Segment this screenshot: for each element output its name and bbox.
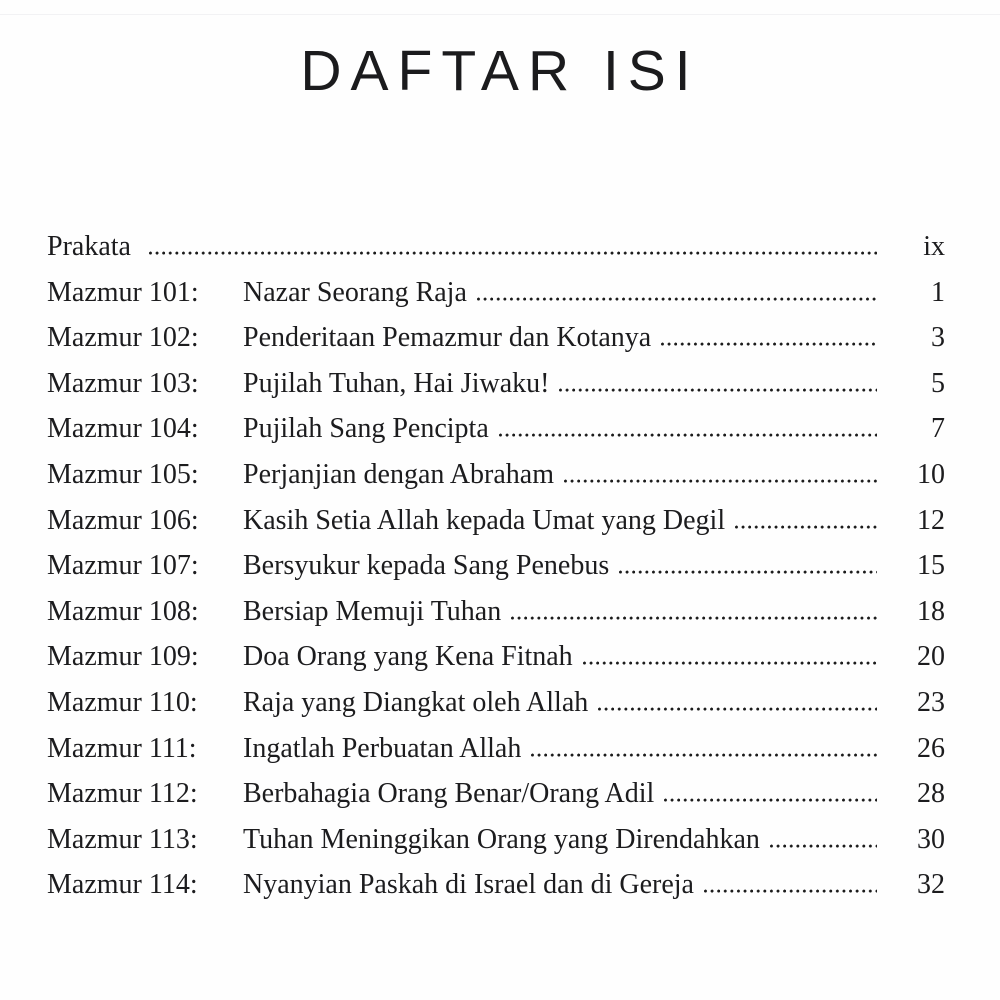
toc-entry-title: Bersyukur kepada Sang Penebus (243, 550, 610, 582)
dot-leader (598, 707, 877, 711)
toc-entry-label: Mazmur 103: (47, 367, 199, 399)
toc-entry (47, 498, 945, 544)
toc-list (0, 224, 1000, 908)
dot-leader (661, 342, 877, 346)
toc-entry-label: Prakata (47, 231, 131, 262)
toc-entry-title: Raja yang Diangkat oleh Allah (243, 686, 589, 718)
dot-leader (619, 570, 877, 574)
toc-entry-label: Mazmur 102: (47, 322, 199, 354)
dot-leader (511, 616, 877, 620)
dot-leader (477, 297, 877, 301)
toc-entry-page-number: 12 (917, 504, 945, 536)
dot-leader (770, 844, 877, 848)
dot-leader (149, 251, 877, 255)
toc-entry-page-number: ix (923, 231, 945, 262)
toc-entry (47, 361, 945, 407)
dot-leader (531, 753, 877, 757)
toc-entry-label: Mazmur 101: (47, 276, 199, 308)
toc-entry (47, 771, 945, 817)
toc-entry-title: Kasih Setia Allah kepada Umat yang Degil (243, 504, 726, 536)
toc-entry (47, 315, 945, 361)
toc-entry-title: Pujilah Tuhan, Hai Jiwaku! (243, 367, 550, 399)
toc-entry-title: Pujilah Sang Pencipta (243, 413, 489, 445)
toc-entry-label: Mazmur 109: (47, 641, 199, 673)
toc-entry-title: Perjanjian dengan Abraham (243, 458, 555, 490)
toc-entry-page-number: 1 (931, 276, 945, 308)
toc-entry-title: Ingatlah Perbuatan Allah (243, 732, 522, 764)
toc-entry-page-number: 32 (917, 869, 945, 901)
toc-entry-label: Mazmur 105: (47, 458, 199, 490)
toc-entry-page-number: 7 (931, 413, 945, 445)
toc-entry (47, 406, 945, 452)
toc-entry-title: Nazar Seorang Raja (243, 276, 467, 308)
dot-leader (735, 525, 877, 529)
toc-entry-label: Mazmur 108: (47, 595, 199, 627)
dot-leader (559, 388, 877, 392)
toc-entry-page-number: 30 (917, 823, 945, 855)
toc-entry-page-number: 23 (917, 686, 945, 718)
toc-entry-label: Mazmur 113: (47, 823, 198, 855)
toc-entry (47, 589, 945, 635)
toc-entry-title: Tuhan Meninggikan Orang yang Direndahkan (243, 823, 760, 855)
toc-entry-label: Mazmur 104: (47, 413, 199, 445)
toc-entry-page-number: 18 (917, 595, 945, 627)
toc-entry (47, 634, 945, 680)
toc-entry-page-number: 28 (917, 778, 945, 810)
toc-entry-label: Mazmur 114: (47, 869, 198, 901)
toc-entry (47, 224, 945, 270)
toc-entry-title: Doa Orang yang Kena Fitnah (243, 641, 573, 673)
toc-entry-title: Penderitaan Pemazmur dan Kotanya (243, 322, 652, 354)
toc-entry (47, 726, 945, 772)
toc-entry (47, 452, 945, 498)
toc-entry-title: Bersiap Memuji Tuhan (243, 595, 502, 627)
toc-entry-label: Mazmur 112: (47, 778, 198, 810)
dot-leader (664, 798, 877, 802)
page-title: DAFTAR ISI (300, 39, 700, 103)
toc-entry-page-number: 3 (931, 322, 945, 354)
toc-entry-label: Mazmur 111: (47, 732, 197, 764)
toc-entry (47, 862, 945, 908)
toc-entry (47, 543, 945, 589)
page-edge-line (0, 14, 1000, 15)
toc-entry (47, 817, 945, 863)
dot-leader (704, 889, 877, 893)
dot-leader (499, 433, 877, 437)
toc-entry-label: Mazmur 110: (47, 686, 198, 718)
dot-leader (564, 479, 877, 483)
toc-entry (47, 680, 945, 726)
toc-entry-title: Nyanyian Paskah di Israel dan di Gereja (243, 869, 694, 901)
toc-entry-title: Berbahagia Orang Benar/Orang Adil (243, 778, 655, 810)
toc-entry (47, 270, 945, 316)
toc-entry-page-number: 5 (931, 367, 945, 399)
toc-entry-page-number: 15 (917, 550, 945, 582)
toc-entry-label: Mazmur 107: (47, 550, 199, 582)
dot-leader (583, 661, 877, 665)
toc-entry-page-number: 10 (917, 458, 945, 490)
toc-entry-page-number: 20 (917, 641, 945, 673)
toc-entry-label: Mazmur 106: (47, 504, 199, 536)
toc-entry-page-number: 26 (917, 732, 945, 764)
